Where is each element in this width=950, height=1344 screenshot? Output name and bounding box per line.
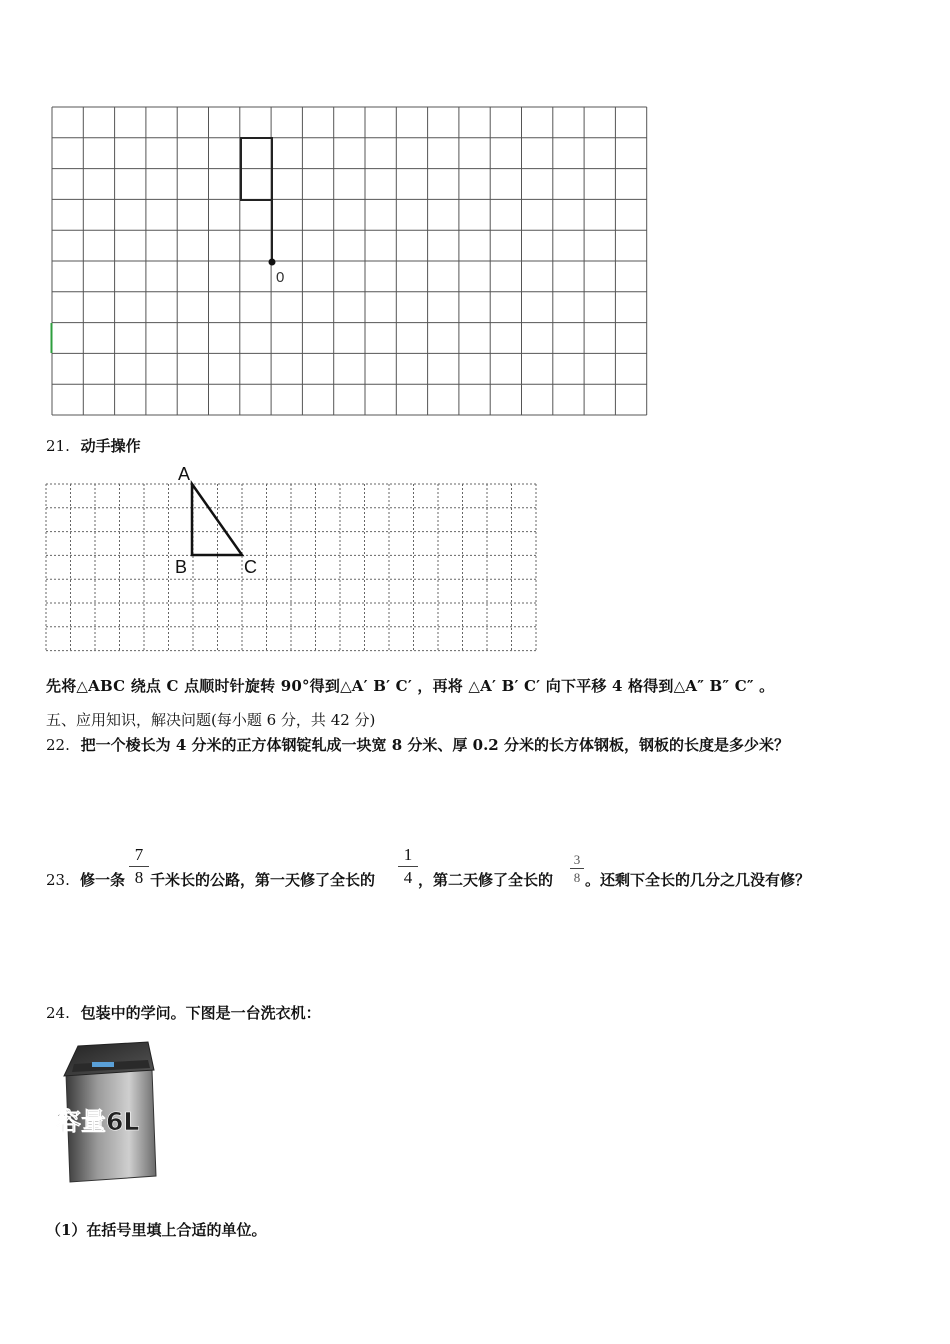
q21-number: 21. [46,437,70,455]
vertex-label-c: C [244,557,257,577]
rotation-point [269,259,276,266]
control-display [92,1062,114,1067]
fraction-3-8 [570,852,584,885]
grid-figure-triangle [44,460,544,658]
point-label-0: 0 [276,269,285,286]
capacity-label: 容量6L [56,1107,140,1136]
q23-text-part2: 千米长的公路，第一天修了全长的 [150,871,376,889]
q22-text: 把一个棱长为 4 分米的正方体钢锭轧成一块宽 8 分米、厚 0.2 分米的长方体钢板，钢板的长度是多少米？ [80,736,789,754]
q23-text-part4: 。还剩下全长的几分之几没有修？ [585,871,811,889]
grid-figure-1 [48,104,654,416]
q21-instruction: 先将△ABC 绕点 C 点顺时针旋转 90°得到△A′ B′ C′ ，再将 △A′ B′ C′ 向下平移 4 格得到△A″ B″ C″ 。 [46,677,775,695]
q21-title: 动手操作 [80,437,141,455]
fraction-numerator: 7 [134,845,144,864]
washing-machine-image [52,1040,164,1184]
fraction-denominator: 8 [573,870,581,885]
section-5-heading: 五、应用知识，解决问题(每小题 6 分，共 42 分) [46,711,376,729]
q23-number: 23. [46,871,70,889]
q23-text-part3: ，第二天修了全长的 [418,871,554,889]
fraction-1-4 [398,845,418,888]
vertex-label-b: B [175,557,188,577]
q24-sub1: （1）在括号里填上合适的单位。 [46,1221,267,1239]
fraction-denominator: 8 [134,868,144,887]
q22 [46,735,789,755]
q22-number: 22. [46,736,70,754]
fraction-7-8 [129,845,149,888]
fraction-numerator: 1 [403,845,413,864]
q24-number: 24. [46,1004,70,1022]
q21-heading [46,436,141,456]
fraction-denominator: 4 [403,868,413,887]
q24-text: 包装中的学问。下图是一台洗衣机： [80,1004,321,1022]
q23-text-part1: 修一条 [80,871,126,889]
vertex-label-a: A [178,464,191,484]
fraction-numerator: 3 [573,852,581,867]
q24 [46,1003,321,1023]
